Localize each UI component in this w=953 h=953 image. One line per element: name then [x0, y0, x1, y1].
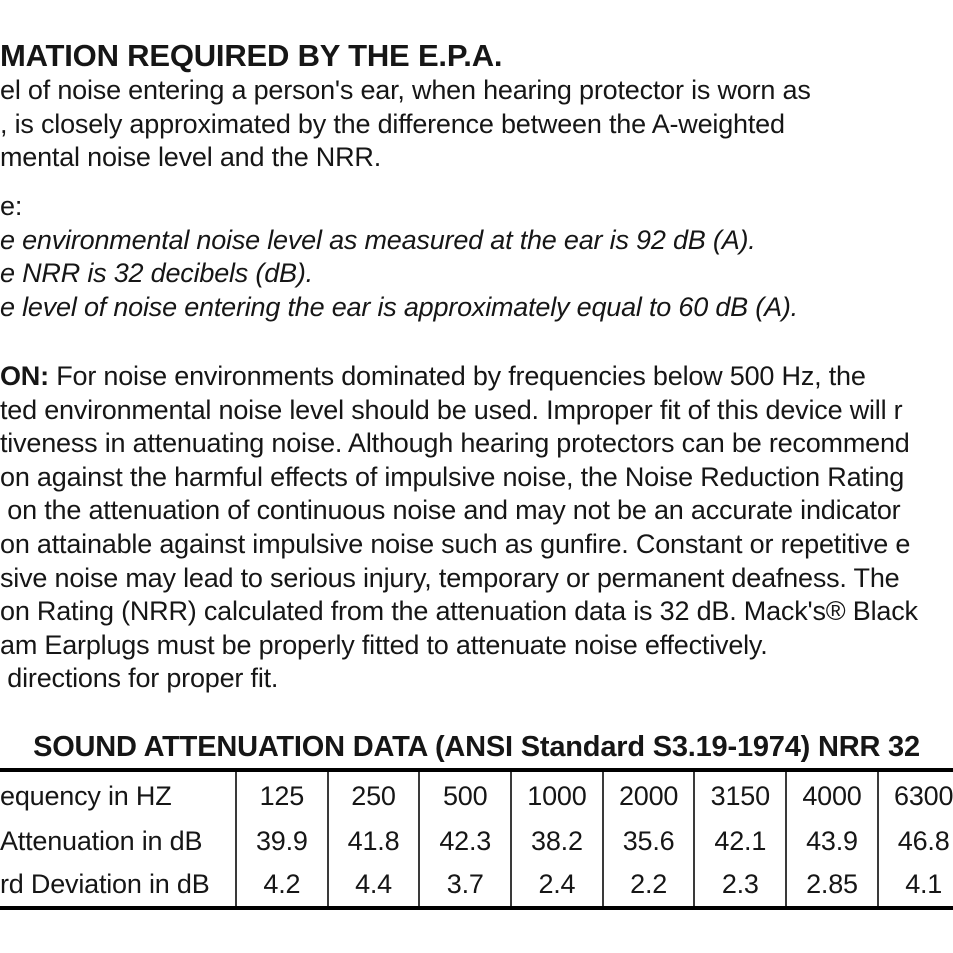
- frequency-value: 250: [327, 772, 419, 820]
- attenuation-value: 43.9: [785, 820, 877, 863]
- table-row-frequency: [0, 772, 953, 820]
- attenuation-value: 41.8: [327, 820, 419, 863]
- row-header-frequency: equency in HZ: [0, 780, 172, 811]
- table-row-std-deviation: [0, 863, 953, 906]
- attenuation-value: 38.2: [510, 820, 602, 863]
- frequency-value: 1000: [510, 772, 602, 820]
- caution-line: sive noise may lead to serious injury, temporary or permanent deafness. The: [0, 562, 900, 593]
- std-deviation-value: 2.2: [602, 863, 694, 906]
- caution-paragraph: [0, 360, 918, 696]
- example-label: e:: [0, 191, 23, 221]
- paragraph-line: el of noise entering a person's ear, when hearing protector is worn as: [0, 75, 811, 105]
- attenuation-value: 42.1: [693, 820, 785, 863]
- std-deviation-value: 4.2: [235, 863, 327, 906]
- caution-line: am Earplugs must be properly fitted to attenuate noise effectively.: [0, 629, 768, 660]
- epa-heading: MATION REQUIRED BY THE E.P.A.: [0, 38, 503, 73]
- caution-line: directions for proper fit.: [0, 663, 279, 694]
- frequency-value: 3150: [693, 772, 785, 820]
- caution-line: on attainable against impulsive noise such as gunfire. Constant or repetitive e: [0, 528, 911, 559]
- paragraph-line: , is closely approximated by the difference between the A-weighted: [0, 108, 785, 139]
- attenuation-value: 39.9: [235, 820, 327, 863]
- attenuation-value: 46.8: [877, 820, 953, 863]
- frequency-value: 125: [235, 772, 327, 820]
- caution-first-line-text: For noise environments dominated by frequencies below 500 Hz, the: [48, 361, 866, 391]
- std-deviation-value: 3.7: [418, 863, 510, 906]
- example-line: e level of noise entering the ear is approximately equal to 60 dB (A).: [0, 291, 798, 322]
- frequency-value: 2000: [602, 772, 694, 820]
- example-block: [0, 190, 798, 324]
- caution-line: tiveness in attenuating noise. Although hearing protectors can be recommend: [0, 428, 910, 459]
- example-line: e environmental noise level as measured at the ear is 92 dB (A).: [0, 224, 756, 255]
- caution-first-line: [0, 360, 918, 394]
- attenuation-value: 35.6: [602, 820, 694, 863]
- frequency-value: 4000: [785, 772, 877, 820]
- std-deviation-value: 2.3: [693, 863, 785, 906]
- std-deviation-value: 2.85: [785, 863, 877, 906]
- caution-line: on the attenuation of continuous noise and may not be an accurate indicator: [0, 495, 901, 526]
- caution-line: ted environmental noise level should be used. Improper fit of this device will r: [0, 394, 903, 425]
- std-deviation-value: 2.4: [510, 863, 602, 906]
- paragraph-line: mental noise level and the NRR.: [0, 142, 382, 173]
- caution-line: on Rating (NRR) calculated from the attenuation data is 32 dB. Mack's® Black: [0, 596, 918, 627]
- attenuation-table-title: SOUND ATTENUATION DATA (ANSI Standard S3.19-1974) NRR 32: [33, 731, 920, 763]
- row-header-attenuation: Attenuation in dB: [0, 826, 203, 856]
- std-deviation-value: 4.4: [327, 863, 419, 906]
- epa-paragraph: [0, 74, 811, 175]
- std-deviation-value: 4.1: [877, 863, 953, 906]
- frequency-value: 500: [418, 772, 510, 820]
- attenuation-value: 42.3: [418, 820, 510, 863]
- caution-line: on against the harmful effects of impulsive noise, the Noise Reduction Rating: [0, 461, 905, 492]
- caution-bold-label: ON:: [0, 361, 49, 391]
- frequency-value: 6300: [877, 772, 953, 820]
- sound-attenuation-table: [0, 768, 953, 910]
- example-line: e NRR is 32 decibels (dB).: [0, 258, 313, 289]
- table-row-attenuation: [0, 820, 953, 863]
- row-header-std-deviation: rd Deviation in dB: [0, 869, 210, 899]
